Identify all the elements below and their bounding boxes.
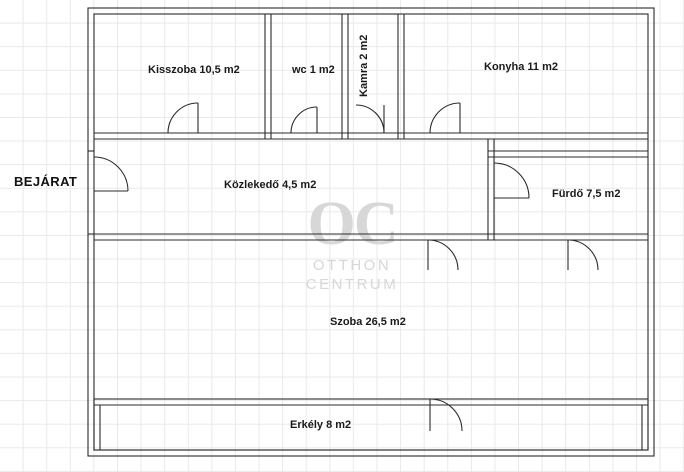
door-swings [94, 103, 598, 431]
room-label-kozlekedo: Közlekedő 4,5 m2 [224, 179, 317, 191]
room-label-konyha: Konyha 11 m2 [484, 61, 558, 73]
room-label-furdo: Fürdő 7,5 m2 [552, 188, 621, 200]
room-label-kisszoba: Kisszoba 10,5 m2 [148, 64, 240, 76]
watermark-line-2: CENTRUM [305, 276, 399, 293]
room-label-szoba: Szoba 26,5 m2 [330, 316, 406, 328]
room-label-erkely: Erkély 8 m2 [290, 419, 352, 431]
watermark-logo-glyph: OC [307, 190, 397, 258]
outer-wall-inner-outline [94, 14, 648, 450]
entrance-label: BEJÁRAT [14, 174, 78, 189]
room-label-kamra: Kamra 2 m2 [358, 34, 370, 97]
room-label-wc: wc 1 m2 [292, 64, 335, 76]
watermark-line-1: OTTHON [312, 257, 392, 274]
